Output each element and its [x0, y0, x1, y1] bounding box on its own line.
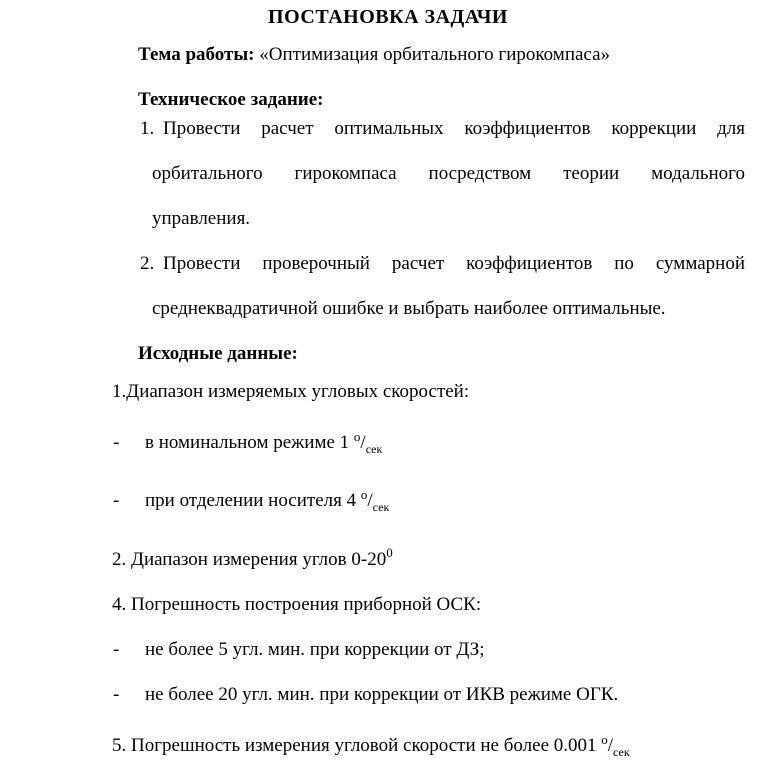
list-item-1 [0, 106, 776, 241]
topic-label: Тема работы: [138, 44, 255, 65]
unit-sec-sub: сек [365, 442, 383, 456]
dash-item-nominal-rate [0, 414, 776, 472]
dash-item-ikv-correction [0, 672, 776, 717]
dash-item-text: не более 5 угл. мин. при коррекции от ДЗ; [145, 639, 485, 660]
item-text-line: орбитального гирокомпаса посредством теории модального [152, 163, 745, 184]
dash-item-text: в номинальном режиме 1 [145, 432, 354, 453]
data-line-4: 4. Погрешность построения приборной ОСК: [112, 594, 482, 615]
dash-marker: - [113, 490, 120, 511]
item-text-line: управления. [152, 208, 251, 229]
dash-marker: - [113, 432, 120, 453]
item-text-line: Провести расчет оптимальных коэффициентов коррекции для [163, 118, 745, 139]
item-text-line: Провести проверочный расчет коэффициентов по суммарной [163, 253, 745, 274]
item-text-line: среднеквадратичной ошибке и выбрать наиболее оптимальные. [152, 298, 666, 319]
page-title: ПОСТАНОВКА ЗАДАЧИ [268, 6, 508, 28]
unit-sec-sub: сек [372, 500, 390, 514]
degree-superscript: 0 [386, 545, 393, 560]
unit-degree-sup: о [601, 732, 608, 747]
data-line-1: 1.Диапазон измеряемых угловых скоростей: [112, 381, 470, 402]
topic-line [0, 32, 776, 77]
unit-degree-sup: о [360, 487, 368, 502]
dash-item-dz-correction [0, 627, 776, 672]
dash-item-text: при отделении носителя 4 [145, 490, 361, 511]
dash-marker: - [113, 639, 120, 660]
data-line-text: 2. Диапазон измерения углов 0-20 [112, 549, 387, 570]
dash-item-separation-rate [0, 472, 776, 530]
initial-data-heading: Исходные данные: [138, 343, 298, 364]
unit-slash: / [360, 432, 366, 453]
tech-task-heading: Техническое задание: [138, 89, 324, 110]
item-number: 2. [140, 253, 155, 274]
data-line-2 [0, 530, 776, 582]
data-line-5 [0, 717, 776, 775]
unit-sec-sub: сек [613, 745, 630, 759]
unit-degree-sup: о [353, 429, 361, 444]
list-item-2 [0, 241, 776, 331]
dash-item-text: не более 20 угл. мин. при коррекции от ИКВ режиме ОГК. [145, 684, 619, 705]
data-line-text: 5. Погрешность измерения угловой скорости не более 0.001 [112, 735, 602, 756]
unit-slash: / [607, 735, 614, 756]
topic-value: «Оптимизация орбитального гирокомпаса» [259, 44, 611, 65]
tech-task-list [0, 106, 776, 331]
unit-slash: / [367, 490, 373, 511]
item-number: 1. [140, 118, 155, 139]
dash-marker: - [113, 684, 120, 705]
